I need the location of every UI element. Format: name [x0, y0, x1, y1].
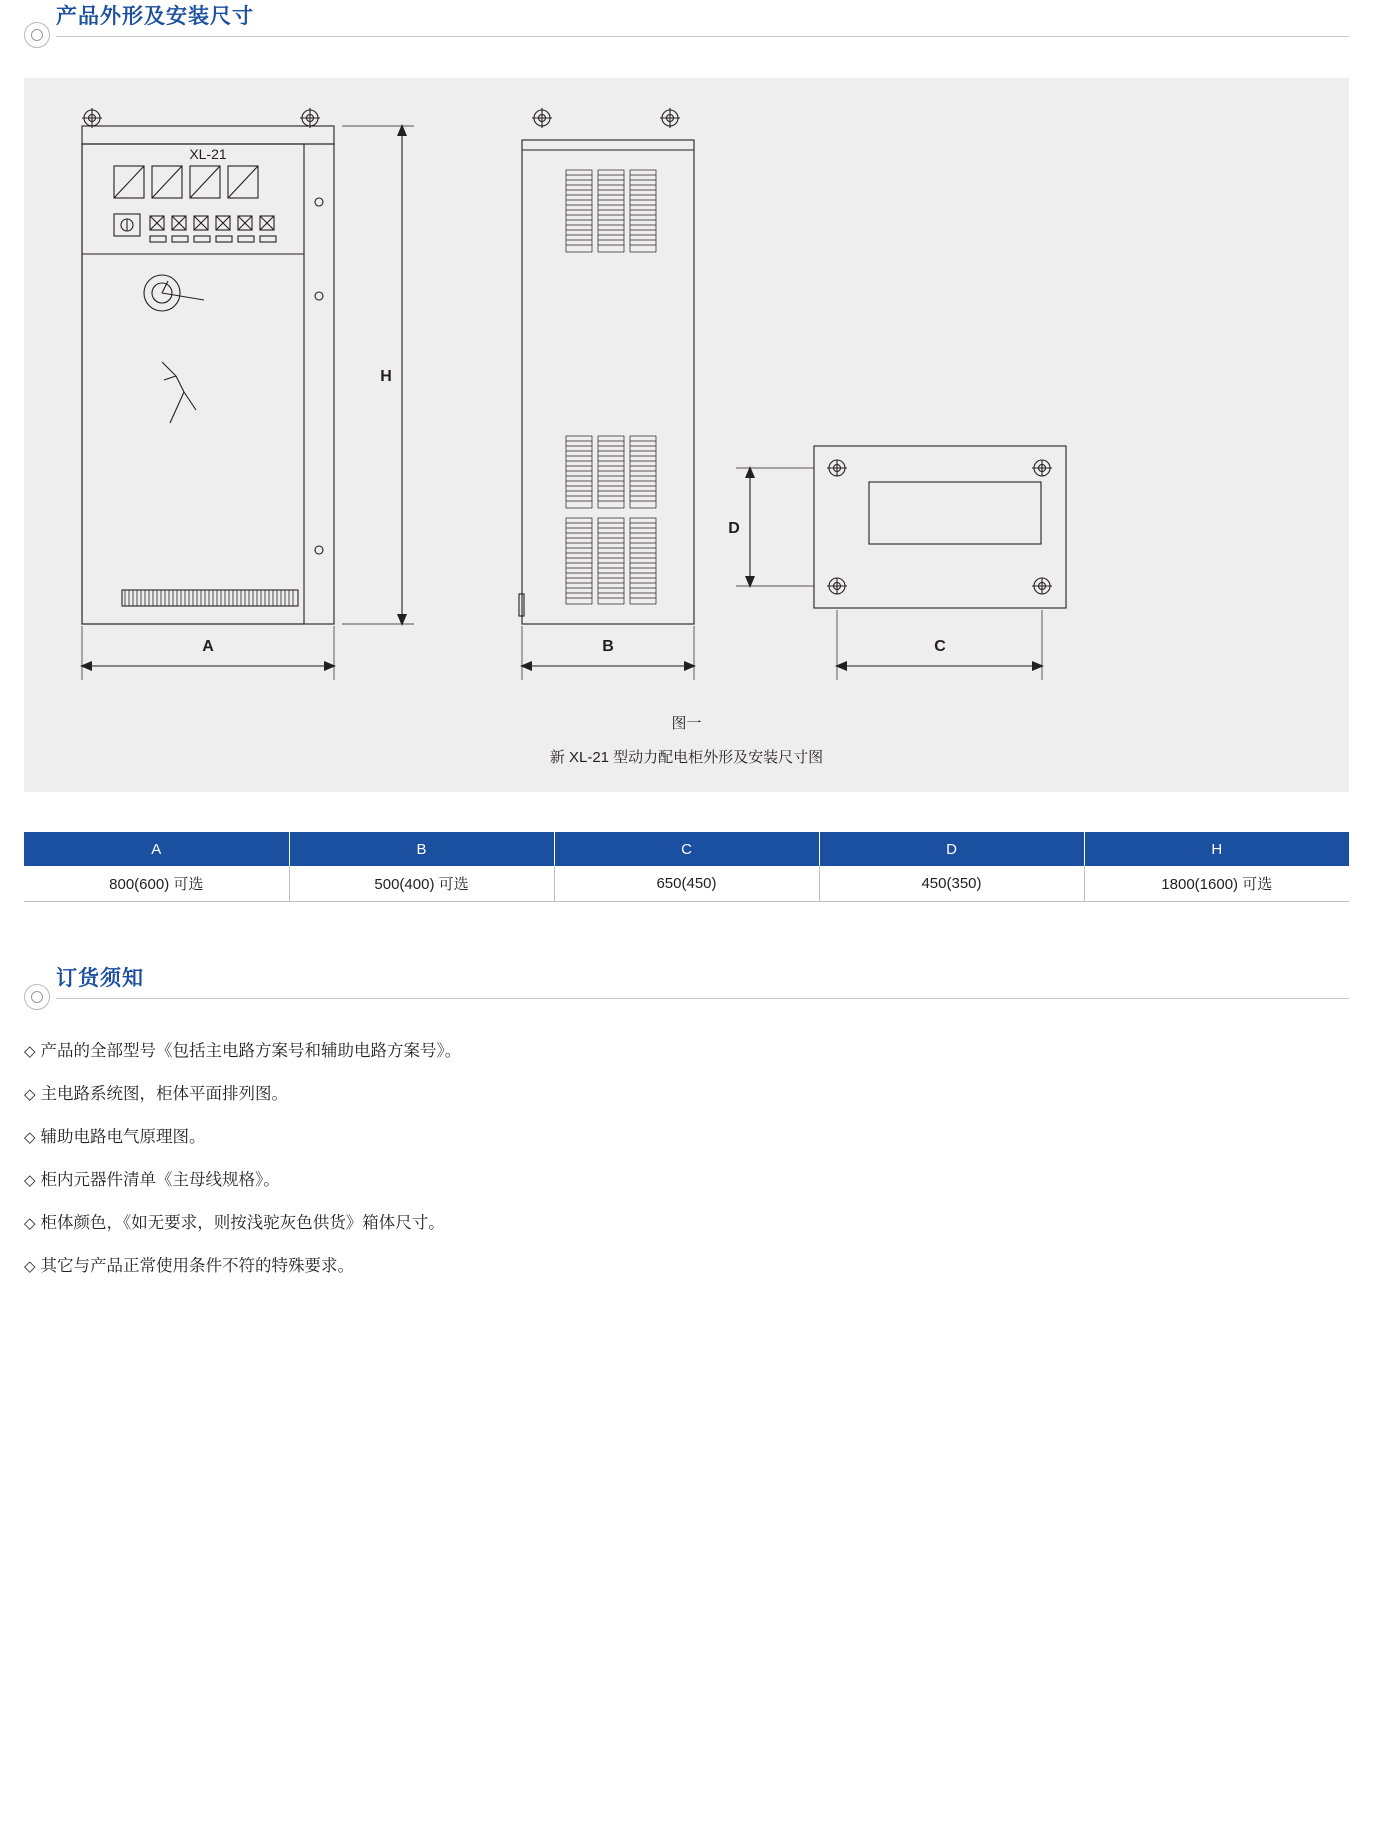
table-header-row	[24, 832, 1349, 866]
list-item-text: 柜内元器件清单《主母线规格》。	[40, 1171, 280, 1189]
section-header-order	[24, 962, 1349, 1006]
table-header-d: D	[819, 832, 1084, 866]
table-cell-d: 450(350)	[819, 866, 1084, 902]
section-title-order: 订货须知	[56, 967, 144, 990]
list-item	[24, 1202, 1349, 1245]
dimension-table	[24, 832, 1349, 902]
list-item-text: 辅助电路电气原理图。	[40, 1128, 206, 1146]
list-item	[24, 1116, 1349, 1159]
list-item	[24, 1159, 1349, 1202]
figure-title: 新 XL-21 型动力配电柜外形及安装尺寸图	[549, 749, 824, 766]
section-title-dimensions: 产品外形及安装尺寸	[56, 5, 254, 28]
list-item-text: 其它与产品正常使用条件不符的特殊要求。	[40, 1257, 355, 1275]
table-cell-b: 500(400) 可选	[289, 866, 554, 902]
table-row	[24, 866, 1349, 902]
diamond-icon: ◇	[24, 1043, 36, 1060]
list-item-text: 产品的全部型号《包括主电路方案号和辅助电路方案号》。	[40, 1042, 462, 1060]
diamond-icon: ◇	[24, 1172, 36, 1189]
dimension-label-a: A	[202, 638, 214, 655]
technical-drawing-panel	[24, 78, 1349, 792]
diamond-icon: ◇	[24, 1086, 36, 1103]
section-header-dimensions	[24, 0, 1349, 44]
list-item-text: 柜体颜色，《如无要求，则按浅驼灰色供货》箱体尺寸。	[40, 1214, 445, 1232]
table-cell-h: 1800(1600) 可选	[1084, 866, 1349, 902]
section-divider-2	[56, 998, 1349, 999]
dimension-label-b: B	[602, 638, 614, 655]
cabinet-drawing	[24, 78, 1349, 718]
dimension-label-h: H	[380, 368, 392, 385]
list-item	[24, 1030, 1349, 1073]
diamond-icon: ◇	[24, 1258, 36, 1275]
list-item	[24, 1073, 1349, 1116]
dimension-label-d: D	[728, 520, 740, 537]
diamond-icon: ◇	[24, 1215, 36, 1232]
cabinet-model-label: XL-21	[189, 146, 227, 162]
diamond-icon: ◇	[24, 1129, 36, 1146]
section-divider	[56, 36, 1349, 37]
table-cell-c: 650(450)	[554, 866, 819, 902]
bullet-ring-inner-icon	[31, 29, 43, 41]
table-header-c: C	[554, 832, 819, 866]
bullet-ring-inner-icon-2	[31, 991, 43, 1003]
table-cell-a: 800(600) 可选	[24, 866, 289, 902]
figure-number: 图一	[671, 715, 702, 732]
list-item-text: 主电路系统图，柜体平面排列图。	[40, 1085, 289, 1103]
dimension-label-c: C	[934, 638, 946, 655]
table-header-b: B	[289, 832, 554, 866]
order-notes-list	[24, 1030, 1349, 1288]
table-header-h: H	[1084, 832, 1349, 866]
table-header-a: A	[24, 832, 289, 866]
list-item	[24, 1245, 1349, 1288]
